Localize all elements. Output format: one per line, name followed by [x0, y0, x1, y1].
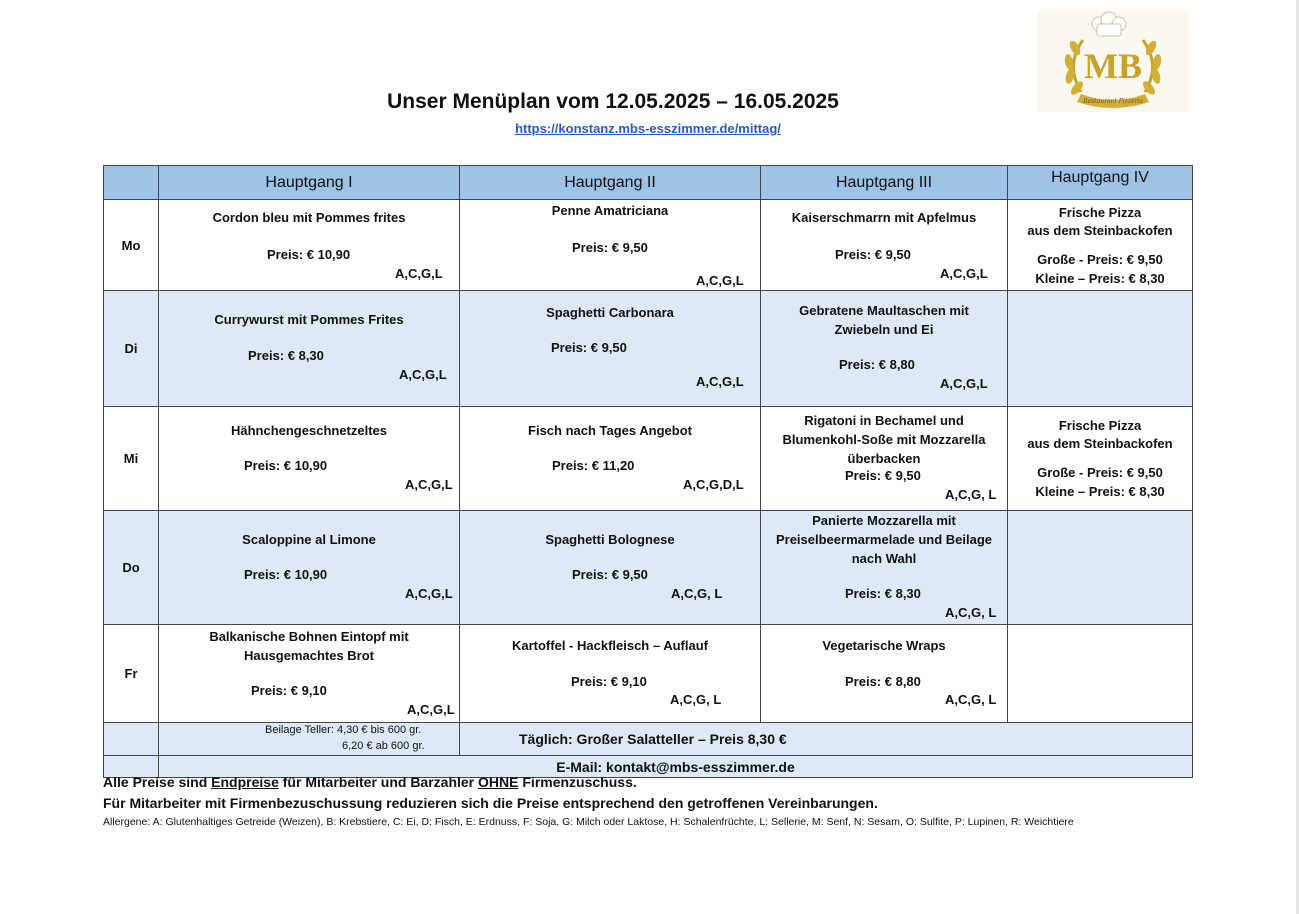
dish-price: Große - Preis: € 9,50	[1037, 252, 1163, 267]
dish-name: Balkanische Bohnen Eintopf mit	[209, 629, 409, 644]
dish-name: Currywurst mit Pommes Frites	[214, 312, 404, 327]
menu-cell	[460, 407, 761, 511]
dish-price: Preis: € 10,90	[244, 567, 328, 582]
menu-cell	[159, 511, 460, 625]
menu-cell	[761, 291, 1008, 407]
menu-cell	[1008, 407, 1193, 511]
table-row	[104, 407, 1193, 511]
allergen-codes: A,C,G,L	[696, 273, 744, 288]
header-corner	[104, 166, 159, 200]
menu-link[interactable]: https://konstanz.mbs-esszimmer.de/mittag/	[515, 121, 781, 136]
allergen-codes: A,C,G,L	[399, 367, 447, 382]
logo-subtext: Restaurant Pizzeria	[1083, 98, 1143, 105]
note-text: Endpreise	[211, 774, 279, 790]
menu-cell	[159, 625, 460, 723]
note-text: Firmenzuschuss.	[518, 774, 637, 790]
dish-name: Kaiserschmarrn mit Apfelmus	[791, 210, 977, 225]
header-row	[104, 166, 1193, 200]
allergen-codes: A,C,G,L	[405, 586, 453, 601]
column-header: Hauptgang IV	[1008, 166, 1193, 200]
allergen-codes: A,C,G, L	[945, 692, 997, 707]
allergen-codes: A,C,G, L	[945, 487, 997, 502]
menu-cell	[761, 511, 1008, 625]
dish-name: aus dem Steinbackofen	[1027, 436, 1173, 451]
dish-price: Preis: € 8,30	[845, 586, 921, 601]
allergen-codes: A,C,G,L	[940, 266, 988, 281]
allergen-codes: A,C,G,D,L	[683, 477, 744, 492]
dish-name: Gebratene Maultaschen mit	[799, 303, 969, 318]
allergen-codes: A,C,G, L	[945, 605, 997, 620]
dish-price: Preis: € 9,50	[835, 247, 911, 262]
dish-price: Preis: € 10,90	[267, 247, 351, 262]
allergen-codes: A,C,G,L	[395, 266, 443, 281]
dish-name: Kartoffel - Hackfleisch – Auflauf	[511, 638, 708, 653]
menu-cell	[761, 407, 1008, 511]
table-row	[104, 200, 1193, 291]
column-header: Hauptgang III	[761, 166, 1008, 200]
column-header: Hauptgang II	[460, 166, 761, 200]
sides-cell	[159, 723, 460, 756]
table-row	[104, 723, 1193, 756]
menu-cell	[159, 200, 460, 291]
dish-name: Spaghetti Bolognese	[545, 532, 675, 547]
menu-cell	[1008, 200, 1193, 291]
sides-price: Beilage Teller: 4,30 € bis 600 gr.	[265, 724, 422, 736]
column-header: Hauptgang I	[159, 166, 460, 200]
dish-name: Hähnchengeschnetzeltes	[230, 423, 388, 438]
logo-text: MB	[1084, 46, 1142, 86]
menu-cell	[460, 291, 761, 407]
allergen-codes: A,C,G,L	[940, 376, 988, 391]
dish-price: Große - Preis: € 9,50	[1037, 465, 1163, 480]
dish-price: Preis: € 11,20	[552, 458, 635, 473]
day-label: Mi	[104, 407, 159, 511]
day-label: Mo	[104, 200, 159, 291]
day-label: Fr	[104, 625, 159, 723]
menu-table	[103, 165, 1193, 778]
dish-name: nach Wahl	[851, 551, 917, 566]
dish-name: Zwiebeln und Ei	[834, 322, 934, 337]
dish-name: Rigatoni in Bechamel und	[804, 413, 964, 428]
dish-price: Preis: € 10,90	[244, 458, 328, 473]
day-label: Do	[104, 511, 159, 625]
menu-cell	[761, 625, 1008, 723]
allergen-codes: A,C,G,L	[696, 374, 744, 389]
email-contact: E-Mail: kontakt@mbs-esszimmer.de	[159, 756, 1193, 778]
menu-cell-empty	[1008, 291, 1193, 407]
dish-price: Kleine – Preis: € 8,30	[1035, 271, 1165, 286]
dish-name: Frische Pizza	[1058, 418, 1142, 433]
dish-name: Cordon bleu mit Pommes frites	[212, 210, 406, 225]
table-row	[104, 291, 1193, 407]
allergen-codes: A,C,G, L	[670, 692, 722, 707]
dish-name: Penne Amatriciana	[551, 203, 669, 218]
allergen-codes: A,C,G,L	[405, 477, 453, 492]
allergen-codes: A,C,G,L	[407, 702, 455, 717]
dish-name: Blumenkohl-Soße mit Mozzarella	[782, 432, 986, 447]
note-text: Alle Preise sind	[103, 774, 212, 790]
dish-price: Preis: € 9,10	[251, 683, 327, 698]
allergen-legend: Allergene: A: Glutenhaltiges Getreide (Weizen), B: Krebstiere, C: Ei, D: Fisch, E: Erdnuss, F: Soja, G: Milch oder Laktose, H: Schalenfrüchte, L: Sellerie, M: Senf, N: Sesam, O: Sulfite, P: Lupinen, R: Weichtiere	[103, 816, 1074, 828]
dish-price: Preis: € 9,10	[571, 674, 647, 689]
sides-price: 6,20 € ab 600 gr.	[342, 740, 425, 752]
discount-note: Für Mitarbeiter mit Firmenbezuschussung reduzieren sich die Preise entsprechend den getroffenen Vereinbarungen.	[103, 795, 878, 811]
dish-price: Preis: € 8,80	[839, 357, 915, 372]
salad-cell	[460, 723, 1193, 756]
day-label: Di	[104, 291, 159, 407]
dish-price: Preis: € 8,80	[845, 674, 921, 689]
menu-cell-empty	[1008, 625, 1193, 723]
dish-price: Preis: € 9,50	[572, 567, 648, 582]
dish-price: Kleine – Preis: € 8,30	[1035, 484, 1165, 499]
dish-name: Hausgemachtes Brot	[243, 648, 375, 663]
dish-price: Preis: € 8,30	[248, 348, 324, 363]
dish-price: Preis: € 9,50	[845, 468, 921, 483]
dish-name: Scaloppine al Limone	[242, 532, 376, 547]
dish-name: aus dem Steinbackofen	[1027, 223, 1173, 238]
dish-name: Fisch nach Tages Angebot	[528, 423, 692, 438]
dish-price: Preis: € 9,50	[551, 340, 627, 355]
menu-cell	[159, 407, 460, 511]
menu-cell	[460, 200, 761, 291]
dish-name: Spaghetti Carbonara	[546, 305, 674, 320]
menu-cell	[761, 200, 1008, 291]
allergen-codes: A,C,G, L	[671, 586, 723, 601]
dish-name: Panierte Mozzarella mit	[812, 513, 956, 528]
dish-price: Preis: € 9,50	[572, 240, 648, 255]
dish-name: überbacken	[847, 451, 921, 466]
table-row	[104, 511, 1193, 625]
dish-name: Vegetarische Wraps	[822, 638, 946, 653]
menu-cell-empty	[1008, 511, 1193, 625]
note-text: OHNE	[478, 774, 519, 790]
empty-cell	[104, 723, 159, 756]
table-row	[104, 625, 1193, 723]
note-text: für Mitarbeiter und Barzahler	[278, 774, 479, 790]
price-note	[103, 774, 637, 790]
menu-cell	[159, 291, 460, 407]
menu-cell	[460, 511, 761, 625]
menu-cell	[460, 625, 761, 723]
page-title: Unser Menüplan vom 12.05.2025 – 16.05.2025	[387, 90, 839, 113]
dish-name: Frische Pizza	[1058, 205, 1142, 220]
dish-name: Preiselbeermarmelade und Beilage	[775, 532, 993, 547]
salad-offer: Täglich: Großer Salatteller – Preis 8,30 €	[519, 731, 787, 747]
